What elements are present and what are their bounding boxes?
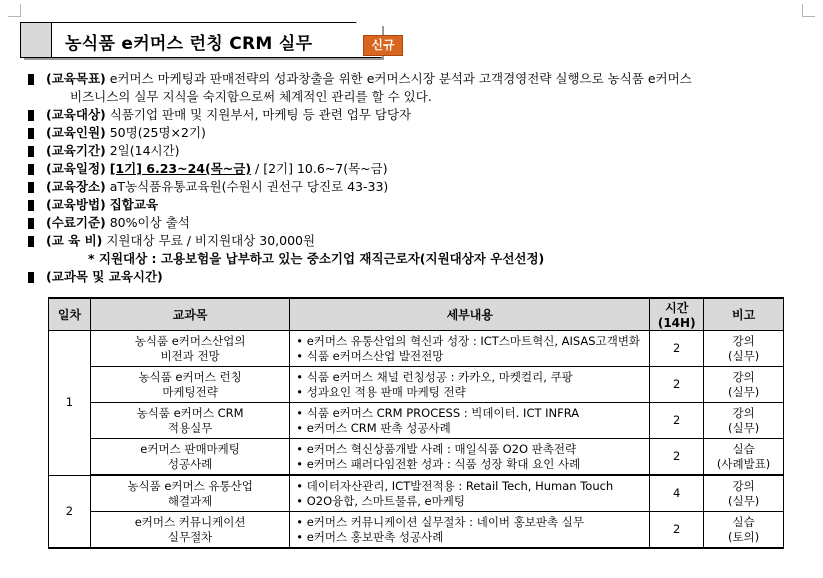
detail-line: • 데이터자산관리, ICT발전적용 : Retail Tech, Human Touch (296, 479, 646, 494)
note-cell (704, 331, 784, 367)
bullet-icon (28, 74, 34, 85)
detail-line: • e커머스 혁신상품개발 사례 : 매일식품 O2O 판촉전략 (296, 442, 646, 457)
goal-label: (교육목표) (46, 71, 106, 86)
detail-line: • O2O융합, 스마트물류, e마케팅 (296, 494, 646, 509)
bullet-icon (28, 272, 34, 283)
note-line: (토의) (727, 529, 760, 544)
complete-label: (수료기준) (46, 215, 106, 230)
subjects-label: (교과목 및 교육시간) (46, 269, 163, 284)
page-corner-mark-left (8, 4, 21, 17)
subject-line: e커머스 커뮤니케이션 (134, 514, 246, 529)
detail-cell (290, 367, 650, 403)
table-row (49, 439, 784, 476)
info-target (28, 106, 808, 124)
note-line: (실무) (727, 420, 760, 435)
place-label: (교육장소) (46, 179, 106, 194)
subject-cell (90, 403, 289, 439)
page-corner-mark-right (802, 4, 815, 17)
header-subject: 교과목 (90, 298, 289, 331)
bullet-icon (28, 218, 34, 229)
people-text: 50명(25명×2기) (109, 125, 206, 140)
course-info (28, 70, 808, 286)
curriculum-table (48, 297, 784, 549)
detail-cell (290, 331, 650, 367)
method-text: 집합교육 (109, 197, 159, 212)
people-label: (교육인원) (46, 125, 106, 140)
note-cell (704, 512, 784, 549)
info-subjects (28, 268, 808, 286)
title-strip (21, 23, 52, 57)
note-line: (사례발표) (716, 456, 771, 471)
hours-cell: 2 (650, 403, 704, 439)
detail-line: • 식품 e커머스산업 발전전망 (296, 349, 646, 364)
info-schedule (28, 160, 808, 178)
info-goal (28, 70, 808, 88)
header-hours (650, 298, 704, 331)
subject-line: e커머스 판매마케팅 (140, 441, 240, 456)
note-line: 강의 (732, 478, 755, 493)
day-cell: 1 (49, 331, 91, 476)
hours-cell: 2 (650, 439, 704, 476)
note-line: 강의 (732, 369, 755, 384)
subject-line: 적용실무 (167, 420, 213, 435)
detail-cell (290, 403, 650, 439)
hours-cell: 2 (650, 331, 704, 367)
note-line: 실습 (732, 514, 755, 529)
info-fee (28, 232, 808, 250)
table-row (49, 512, 784, 549)
subject-cell (90, 475, 289, 512)
info-place (28, 178, 808, 196)
bullet-icon (28, 200, 34, 211)
goal-text-1: e커머스 마케팅과 판매전략의 성과창출을 위한 e커머스시장 분석과 고객경영전략 실행으로 농식품 e커머스 (109, 71, 692, 86)
goal-text-2: 비즈니스의 실무 지식을 숙지함으로써 체계적인 관리를 할 수 있다. (70, 89, 432, 104)
fee-text: 지원대상 무료 / 비지원대상 30,000원 (106, 233, 316, 248)
detail-line: • e커머스 CRM 판촉 성공사례 (296, 421, 646, 436)
schedule-first: [1기] 6.23~24(목~금) (109, 161, 252, 176)
subject-line: 농식품 e커머스 유통산업 (127, 478, 253, 493)
note-cell (704, 367, 784, 403)
detail-line: • e커머스 홍보판촉 성공사례 (296, 530, 646, 545)
subject-line: 농식품 e커머스 런칭 (138, 369, 242, 384)
target-label: (교육대상) (46, 107, 106, 122)
detail-line: • e커머스 패러다임전환 성과 : 식품 성장 확대 요인 사례 (296, 457, 646, 472)
subject-line: 해결과제 (167, 493, 213, 508)
day-cell: 2 (49, 475, 91, 548)
note-line: (실무) (727, 384, 760, 399)
period-text: 2일(14시간) (109, 143, 180, 158)
hours-cell: 2 (650, 512, 704, 549)
hours-cell: 2 (650, 367, 704, 403)
detail-cell (290, 439, 650, 476)
header-note: 비고 (704, 298, 784, 331)
bullet-icon (28, 128, 34, 139)
hours-cell: 4 (650, 475, 704, 512)
subject-cell (90, 367, 289, 403)
support-note: * 지원대상 : 고용보험을 납부하고 있는 중소기업 재직근로자(지원대상자 우선선정) (88, 251, 545, 266)
detail-cell (290, 475, 650, 512)
detail-line: • 식품 e커머스 CRM PROCESS : 빅데이터. ICT INFRA (296, 406, 646, 421)
detail-line: • 식품 e커머스 채널 런칭성공 : 카카오, 마켓컬리, 쿠팡 (296, 370, 646, 385)
new-badge: 신규 (363, 35, 403, 56)
target-text: 식품기업 판매 및 지원부서, 마케팅 등 관련 업무 담당자 (109, 107, 412, 122)
note-cell (704, 475, 784, 512)
header-detail: 세부내용 (290, 298, 650, 331)
bullet-icon (28, 146, 34, 157)
fee-label: (교 육 비) (46, 233, 103, 248)
detail-line: • 성과요인 적용 판매 마케팅 전략 (296, 385, 646, 400)
bullet-icon (28, 182, 34, 193)
note-line: (실무) (727, 348, 760, 363)
header-hours-2: (14H) (657, 316, 696, 330)
period-label: (교육기간) (46, 143, 106, 158)
note-line: 강의 (732, 333, 755, 348)
bullet-icon (28, 110, 34, 121)
note-line: 강의 (732, 405, 755, 420)
method-label: (교육방법) (46, 197, 106, 212)
note-line: 실습 (732, 441, 755, 456)
detail-line: • e커머스 유통산업의 혁신과 성장 : ICT스마트혁신, AISAS고객변화 (296, 334, 646, 349)
info-period (28, 142, 808, 160)
note-cell (704, 403, 784, 439)
info-complete (28, 214, 808, 232)
table-row (49, 331, 784, 367)
subject-line: 비전과 전망 (160, 348, 220, 363)
table-row (49, 403, 784, 439)
info-note (28, 250, 808, 268)
note-line: (실무) (727, 493, 760, 508)
bullet-icon (28, 164, 34, 175)
detail-line: • e커머스 커뮤니케이션 실무절차 : 네이버 홍보판촉 실무 (296, 515, 646, 530)
place-text: aT농식품유통교육원(수원시 권선구 당진로 43-33) (109, 179, 389, 194)
page-title: 농식품 e커머스 런칭 CRM 실무 (65, 34, 313, 54)
title-box (20, 22, 382, 58)
complete-text: 80%이상 출석 (109, 215, 190, 230)
table-row (49, 367, 784, 403)
subject-cell (90, 331, 289, 367)
detail-cell (290, 512, 650, 549)
info-goal-cont (28, 88, 808, 106)
subject-line: 농식품 e커머스 CRM (136, 405, 244, 420)
table-header-row (49, 298, 784, 331)
subject-line: 실무절차 (167, 529, 213, 544)
subject-line: 농식품 e커머스산업의 (134, 333, 246, 348)
bullet-icon (28, 236, 34, 247)
subject-cell (90, 439, 289, 476)
table-row (49, 475, 784, 512)
header-hours-1: 시간 (665, 301, 689, 315)
info-people (28, 124, 808, 142)
header-day: 일차 (49, 298, 91, 331)
schedule-label: (교육일정) (46, 161, 106, 176)
subject-line: 마케팅전략 (162, 384, 218, 399)
subject-cell (90, 512, 289, 549)
note-cell (704, 439, 784, 476)
subject-line: 성공사례 (167, 456, 213, 471)
schedule-rest: / [2기] 10.6~7(목~금) (251, 161, 388, 176)
info-method (28, 196, 808, 214)
